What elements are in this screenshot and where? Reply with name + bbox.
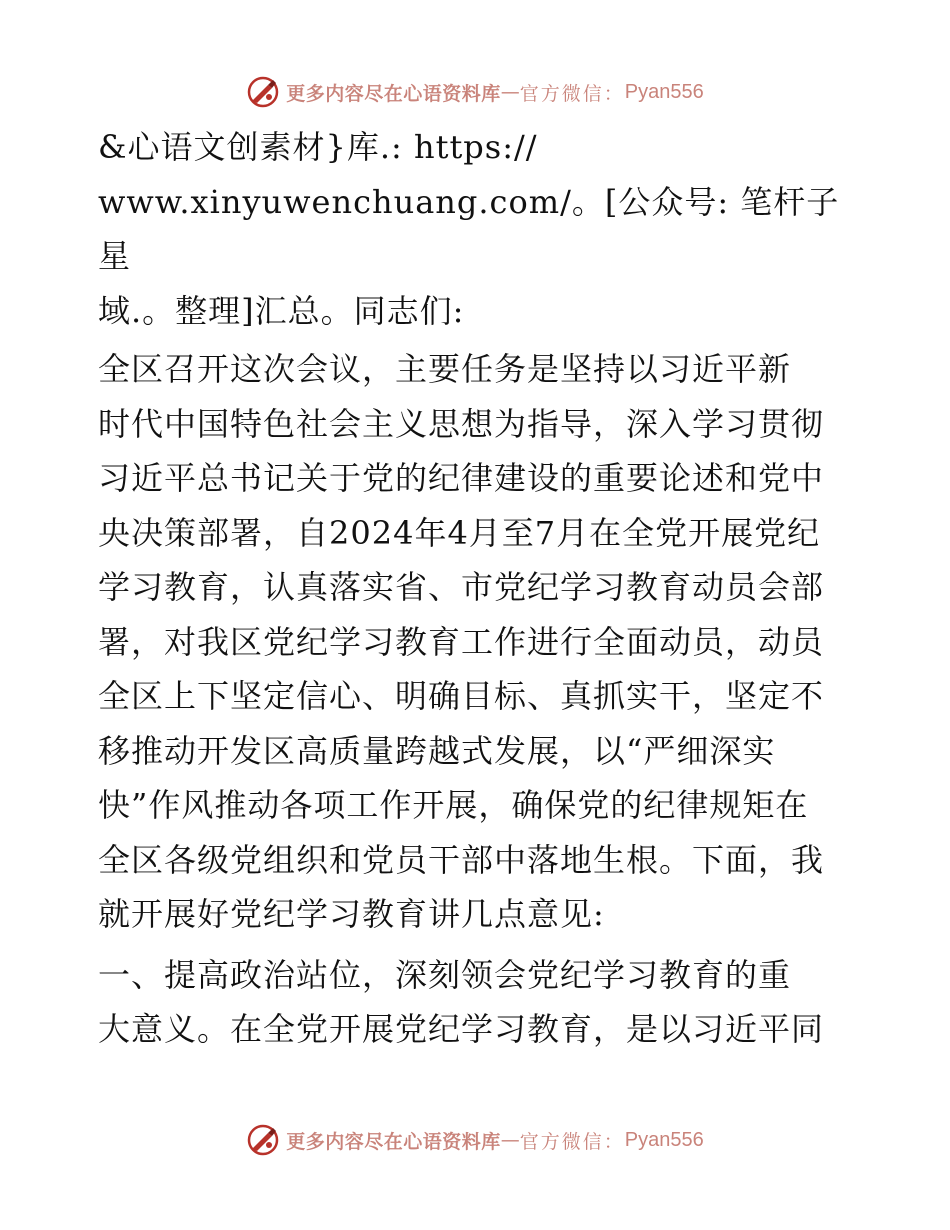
paragraph-section-one: 一、提高政治站位，深刻领会党纪学习教育的重 大意义。在全党开展党纪学习教育，是以习近平同	[98, 955, 825, 1048]
banner-dash: —	[500, 81, 520, 103]
banner-wechat-id: Pyan556	[624, 80, 704, 103]
banner-text: 更多内容尽在心语资料库	[286, 1130, 501, 1153]
header-watermark-banner	[0, 72, 950, 112]
document-body	[98, 120, 868, 1057]
banner-text: 更多内容尽在心语资料库	[286, 82, 501, 105]
banner-dash: —	[500, 1129, 520, 1151]
pen-logo-icon	[246, 75, 280, 109]
banner-official-label: 官方微信：	[519, 1130, 625, 1153]
banner-official-label: 官方微信：	[519, 82, 625, 105]
banner-wechat-id: Pyan556	[624, 1128, 704, 1151]
footer-watermark-banner	[0, 1120, 950, 1160]
paragraph-intro: &心语文创素材}库.: https:// www.xinyuwenchuang.com/。[公众号: 笔杆子星 域.。整理]汇总。同志们:	[98, 128, 840, 330]
pen-logo-icon	[246, 1123, 280, 1157]
paragraph-main: 全区召开这次会议，主要任务是坚持以习近平新 时代中国特色社会主义思想为指导，深入学习贯彻 习近平总书记关于党的纪律建设的重要论述和党中 央决策部署，自2024年4月至7月在全党开展党纪 学习教育，认真落实省、市党纪学习教育动员会部 署，对我区党纪学习教育工作进行全面动员，动员 全区上下坚定信心、明确目标、真抓实干，坚定不 移推动开发区高质量跨越式发展，以“严细深实 快”作风推动各项工作开展，确保党的纪律规矩在 全区各级党组织和党员干部中落地生根。下面，我 就开展好党纪学习教育讲几点意见:	[98, 350, 825, 933]
